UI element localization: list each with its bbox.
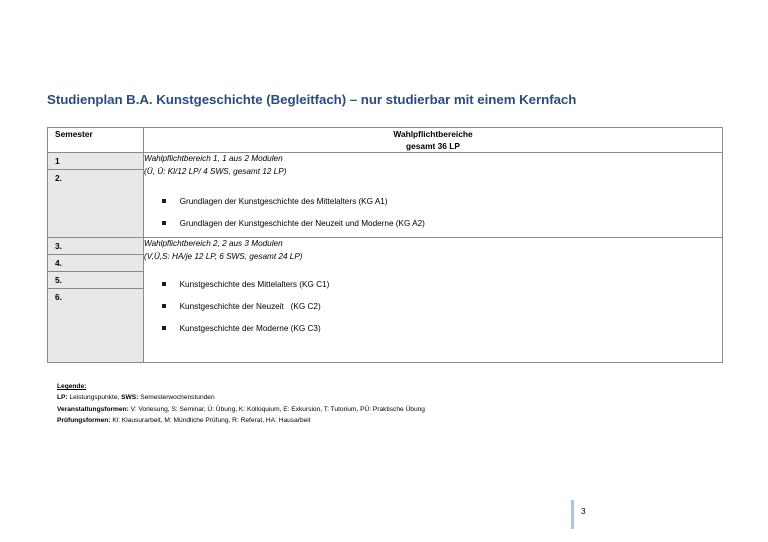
table-header-row bbox=[48, 128, 723, 153]
header-cell-semester: Semester bbox=[48, 128, 144, 153]
module-list-1 bbox=[144, 197, 722, 228]
semester-label-2: 2. bbox=[48, 170, 143, 237]
table-row bbox=[48, 238, 723, 363]
semester-cell-group-1 bbox=[48, 153, 144, 238]
legend-label-sws: SWS: bbox=[121, 394, 139, 402]
header-areas-line1: Wahlpflichtbereiche bbox=[393, 129, 473, 139]
module-label: Grundlagen der Kunstgeschichte des Mittelalters (KG A1) bbox=[179, 196, 388, 206]
semester-label-1: 1 bbox=[48, 153, 143, 170]
study-plan-table bbox=[47, 127, 723, 363]
legend-text-lp: Leistungspunkte, bbox=[67, 394, 122, 402]
table-row bbox=[48, 153, 723, 238]
header-areas-line2: gesamt 36 LP bbox=[406, 141, 460, 152]
square-bullet-icon bbox=[162, 199, 166, 203]
legend-label-lp: LP: bbox=[57, 394, 68, 402]
square-bullet-icon bbox=[162, 304, 166, 308]
list-item bbox=[144, 324, 722, 333]
list-item bbox=[144, 302, 722, 311]
legend-label-veranstaltungsformen: Veranstaltungsformen: bbox=[57, 405, 129, 413]
list-item bbox=[144, 219, 722, 228]
page-number: 3 bbox=[581, 506, 586, 516]
document-title: Studienplan B.A. Kunstgeschichte (Begleitfach) – nur studierbar mit einem Kernfach bbox=[47, 92, 577, 107]
square-bullet-icon bbox=[162, 282, 166, 286]
semester-label-4: 4. bbox=[48, 255, 143, 272]
semester-label-6: 6. bbox=[48, 289, 143, 362]
semester-label-5: 5. bbox=[48, 272, 143, 289]
legend-line-veranstaltungsformen bbox=[57, 404, 425, 415]
text-cursor-caret bbox=[571, 500, 574, 529]
legend-line-lp bbox=[57, 392, 425, 403]
square-bullet-icon bbox=[162, 221, 166, 225]
semester-cell-group-2 bbox=[48, 238, 144, 363]
area-cell-2 bbox=[144, 238, 723, 363]
list-item bbox=[144, 280, 722, 289]
header-cell-areas bbox=[144, 128, 723, 153]
square-bullet-icon bbox=[162, 326, 166, 330]
legend-label-pruefungsformen: Prüfungsformen: bbox=[57, 416, 111, 424]
legend-text-sws: Semesterwochenstunden bbox=[138, 394, 215, 402]
legend-text-veranstaltungsformen: V: Vorlesung, S: Seminar, Ü: Übung, K: Kolloquium, E: Exkursion, T: Tutorium, PÜ: Praktische Übung bbox=[128, 405, 425, 413]
list-item bbox=[144, 197, 722, 206]
legend-text-pruefungsformen: Kl: Klausurarbeit, M: Mündliche Prüfung, R: Referat, HA: Hausarbeit bbox=[110, 416, 311, 424]
module-list-2 bbox=[144, 280, 722, 333]
module-label: Kunstgeschichte der Moderne (KG C3) bbox=[179, 323, 321, 333]
module-label: Kunstgeschichte des Mittelalters (KG C1) bbox=[179, 279, 330, 289]
area-title-line2: (V,Ü,S: HA/je 12 LP, 6 SWS, gesamt 24 LP) bbox=[144, 252, 303, 262]
legend-block bbox=[57, 381, 425, 426]
area-cell-1 bbox=[144, 153, 723, 238]
module-label: Grundlagen der Kunstgeschichte der Neuzeit und Moderne (KG A2) bbox=[179, 218, 425, 228]
area-title-line1: Wahlpflichtbereich 1, 1 aus 2 Modulen bbox=[144, 154, 283, 164]
legend-title: Legende: bbox=[57, 383, 87, 390]
legend-line-pruefungsformen bbox=[57, 415, 425, 426]
area-title-line1: Wahlpflichtbereich 2, 2 aus 3 Modulen bbox=[144, 239, 283, 249]
area-title-line2: (Ü, Ü: Kl/12 LP/ 4 SWS, gesamt 12 LP) bbox=[144, 167, 287, 177]
semester-label-3: 3. bbox=[48, 238, 143, 255]
module-label: Kunstgeschichte der Neuzeit (KG C2) bbox=[179, 301, 321, 311]
